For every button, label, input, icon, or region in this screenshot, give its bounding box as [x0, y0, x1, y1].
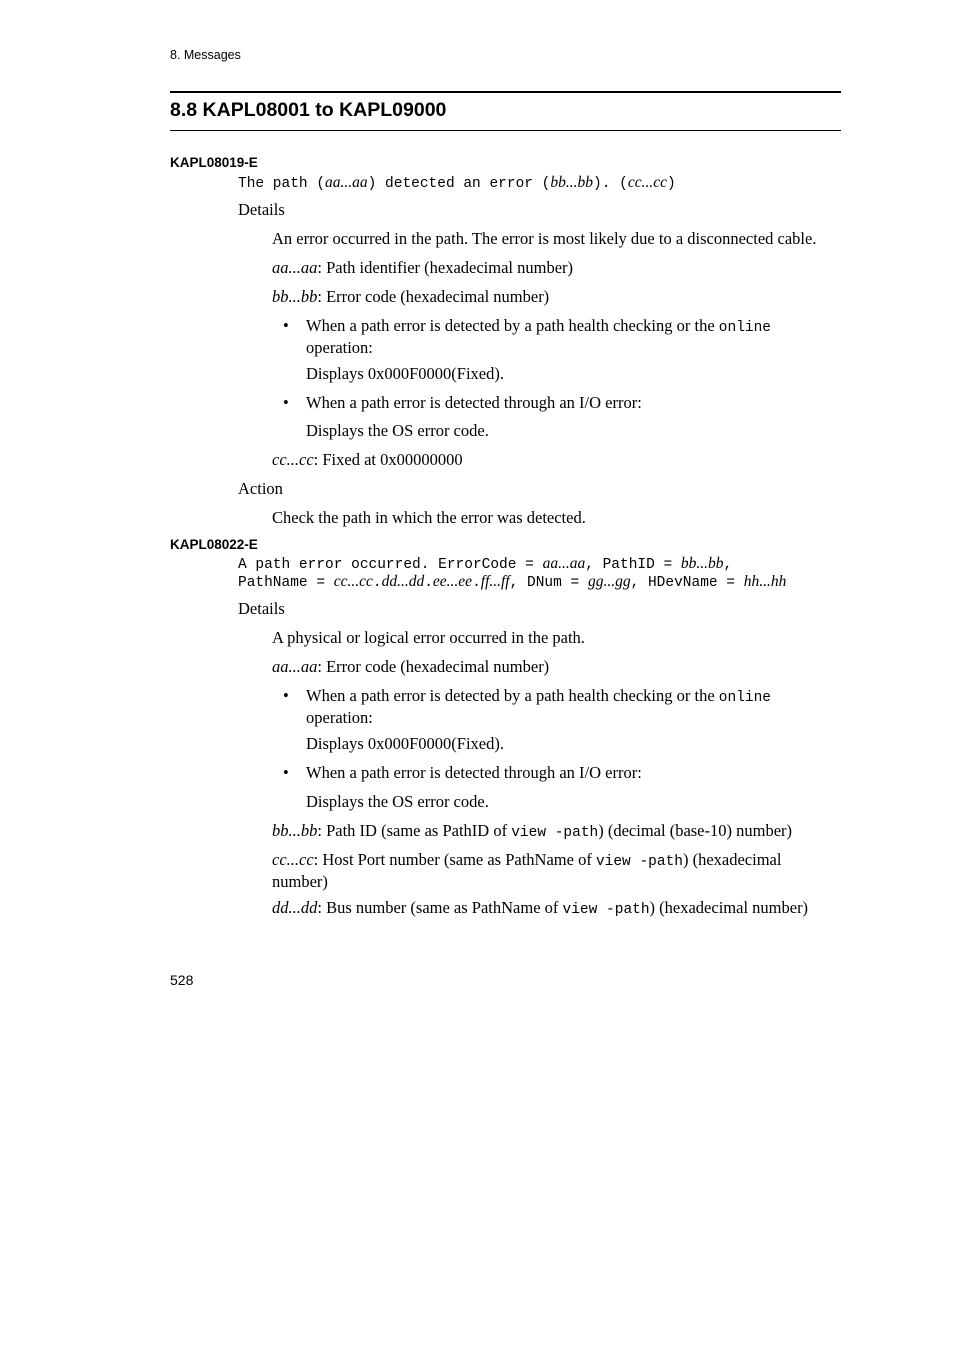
section-rule-bottom	[170, 130, 841, 131]
details-intro: A physical or logical error occurred in the path.	[272, 628, 585, 647]
variable-description: cc...cc: Host Port number (same as PathName of view -path) (hexadecimal number)	[272, 850, 782, 891]
action-text: Check the path in which the error was detected.	[272, 508, 586, 527]
action-label: Action	[238, 479, 283, 498]
details-intro: An error occurred in the path. The error is most likely due to a disconnected cable.	[272, 229, 817, 248]
bullet-subtext: Displays the OS error code.	[306, 421, 489, 440]
message-text: The path (aa...aa) detected an error (bb...bb). (cc...cc)	[238, 174, 676, 192]
details-label: Details	[238, 599, 285, 618]
variable-description: aa...aa: Path identifier (hexadecimal number)	[272, 258, 574, 277]
variable-description: bb...bb: Error code (hexadecimal number)	[272, 287, 550, 306]
variable-description: dd...dd: Bus number (same as PathName of view -path) (hexadecimal number)	[272, 898, 809, 918]
bullet-icon: •	[283, 763, 289, 782]
details-label: Details	[238, 200, 285, 219]
bullet-subtext: Displays 0x000F0000(Fixed).	[306, 364, 504, 383]
bullet-icon: •	[283, 686, 289, 705]
running-header: 8. Messages	[170, 48, 241, 62]
variable-description: aa...aa: Error code (hexadecimal number)	[272, 657, 550, 676]
variable-description: bb...bb: Path ID (same as PathID of view -path) (decimal (base-10) number)	[272, 821, 793, 841]
bullet-subtext: Displays 0x000F0000(Fixed).	[306, 734, 504, 753]
message-id: KAPL08019-E	[170, 155, 258, 170]
bullet-text: When a path error is detected by a path health checking or the online operation:	[306, 686, 772, 727]
bullet-icon: •	[283, 316, 289, 335]
bullet-subtext: Displays the OS error code.	[306, 792, 489, 811]
bullet-icon: •	[283, 393, 289, 412]
message-text: A path error occurred. ErrorCode = aa...aa, PathID = bb...bb,	[238, 555, 733, 573]
bullet-text: When a path error is detected by a path health checking or the online operation:	[306, 316, 772, 357]
bullet-text: When a path error is detected through an I/O error:	[306, 393, 642, 412]
section-title: 8.8 KAPL08001 to KAPL09000	[170, 99, 447, 121]
section-rule-top	[170, 91, 841, 93]
message-text: PathName = cc...cc.dd...dd.ee...ee.ff...ff, DNum = gg...gg, HDevName = hh...hh	[238, 573, 787, 591]
variable-description: cc...cc: Fixed at 0x00000000	[272, 450, 463, 469]
page-number: 528	[170, 972, 194, 988]
bullet-text: When a path error is detected through an I/O error:	[306, 763, 642, 782]
message-id: KAPL08022-E	[170, 537, 258, 552]
